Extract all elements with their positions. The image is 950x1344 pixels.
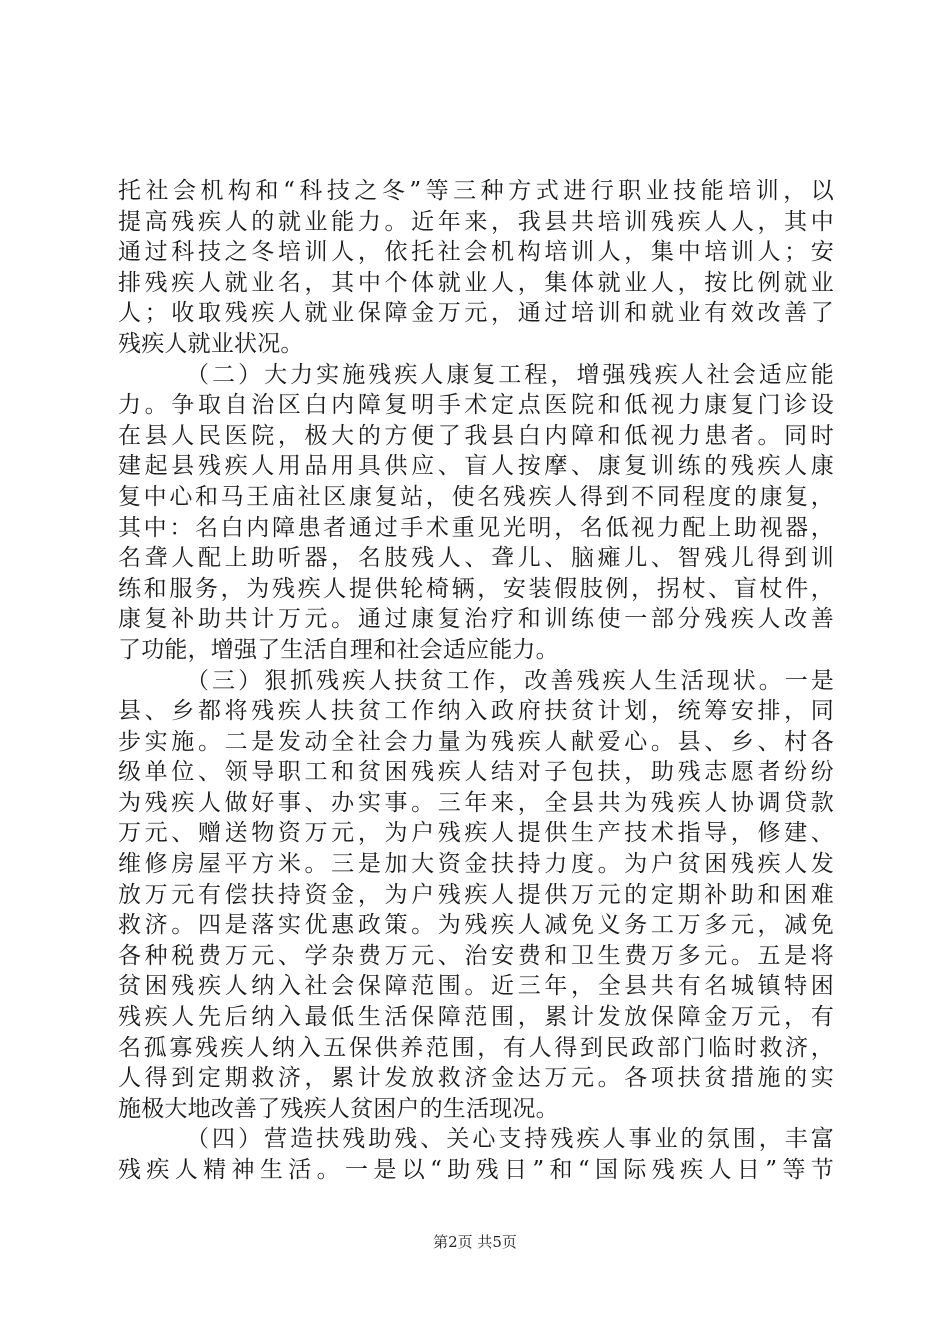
text-line: 为残疾人做好事、办实事。三年来，全县共为残疾人协调贷款 [118, 789, 834, 816]
text-line: 县、乡都将残疾人扶贫工作纳入政府扶贫计划，统筹安排，同 [118, 698, 834, 725]
text-line: 名聋人配上助听器，名肢残人、聋儿、脑瘫儿、智残儿得到训 [118, 545, 834, 572]
text-line: 建起县残疾人用品用具供应、盲人按摩、康复训练的残疾人康 [118, 453, 834, 480]
text-line: 放万元有偿扶持资金，为户残疾人提供万元的定期补助和困难 [118, 881, 834, 908]
section-heading-line: （三）狠抓残疾人扶贫工作，改善残疾人生活现状。一是 [186, 667, 834, 694]
text-line: 练和服务，为残疾人提供轮椅辆，安装假肢例，拐杖、盲杖件， [118, 575, 834, 602]
text-line: 贫困残疾人纳入社会保障范围。近三年，全县共有名城镇特困 [118, 973, 834, 1000]
document-body [118, 176, 834, 1186]
text-line: 通过科技之冬培训人，依托社会机构培训人，集中培训人；安 [118, 239, 834, 266]
page-number-footer: 第2页 共5页 [433, 1233, 517, 1251]
text-line: 了功能，增强了生活自理和社会适应能力。 [118, 636, 559, 663]
section-heading-line: （二）大力实施残疾人康复工程，增强残疾人社会适应能 [186, 361, 834, 388]
text-line: 力。争取自治区白内障复明手术定点医院和低视力康复门诊设 [118, 392, 834, 419]
text-line: 残疾人精神生活。一是以“助残日”和“国际残疾人日”等节 [118, 1157, 834, 1183]
text-line: 排残疾人就业名，其中个体就业人，集体就业人，按比例就业 [118, 269, 834, 296]
text-line: 级单位、领导职工和贫困残疾人结对子包扶，助残志愿者纷纷 [118, 759, 834, 786]
text-line: 施极大地改善了残疾人贫困户的生活现况。 [118, 1095, 559, 1122]
text-line: 其中：名白内障患者通过手术重见光明，名低视力配上助视器， [118, 514, 834, 541]
text-line: 在县人民医院，极大的方便了我县白内障和低视力患者。同时 [118, 422, 834, 449]
text-line: 维修房屋平方米。三是加大资金扶持力度。为户贫困残疾人发 [118, 851, 834, 878]
text-line: 提高残疾人的就业能力。近年来，我县共培训残疾人人，其中 [118, 208, 834, 235]
text-line: 残疾人先后纳入最低生活保障范围，累计发放保障金万元，有 [118, 1004, 834, 1031]
text-line: 万元、赠送物资万元，为户残疾人提供生产技术指导，修建、 [118, 820, 834, 847]
text-line: 康复补助共计万元。通过康复治疗和训练使一部分残疾人改善 [118, 606, 834, 633]
text-line: 步实施。二是发动全社会力量为残疾人献爱心。县、乡、村各 [118, 728, 834, 755]
text-line: 残疾人就业状况。 [118, 330, 304, 357]
text-line: 托社会机构和“科技之冬”等三种方式进行职业技能培训，以 [118, 178, 834, 204]
text-line: 人得到定期救济，累计发放救济金达万元。各项扶贫措施的实 [118, 1065, 834, 1092]
section-heading-line: （四）营造扶残助残、关心支持残疾人事业的氛围，丰富 [186, 1126, 834, 1153]
text-line: 救济。四是落实优惠政策。为残疾人减免义务工万多元，减免 [118, 912, 834, 939]
text-line: 复中心和马王庙社区康复站，使名残疾人得到不同程度的康复， [118, 483, 834, 510]
text-line: 名孤寡残疾人纳入五保供养范围，有人得到民政部门临时救济， [118, 1034, 834, 1061]
text-line: 各种税费万元、学杂费万元、治安费和卫生费万多元。五是将 [118, 942, 834, 969]
text-line: 人；收取残疾人就业保障金万元，通过培训和就业有效改善了 [118, 300, 834, 327]
